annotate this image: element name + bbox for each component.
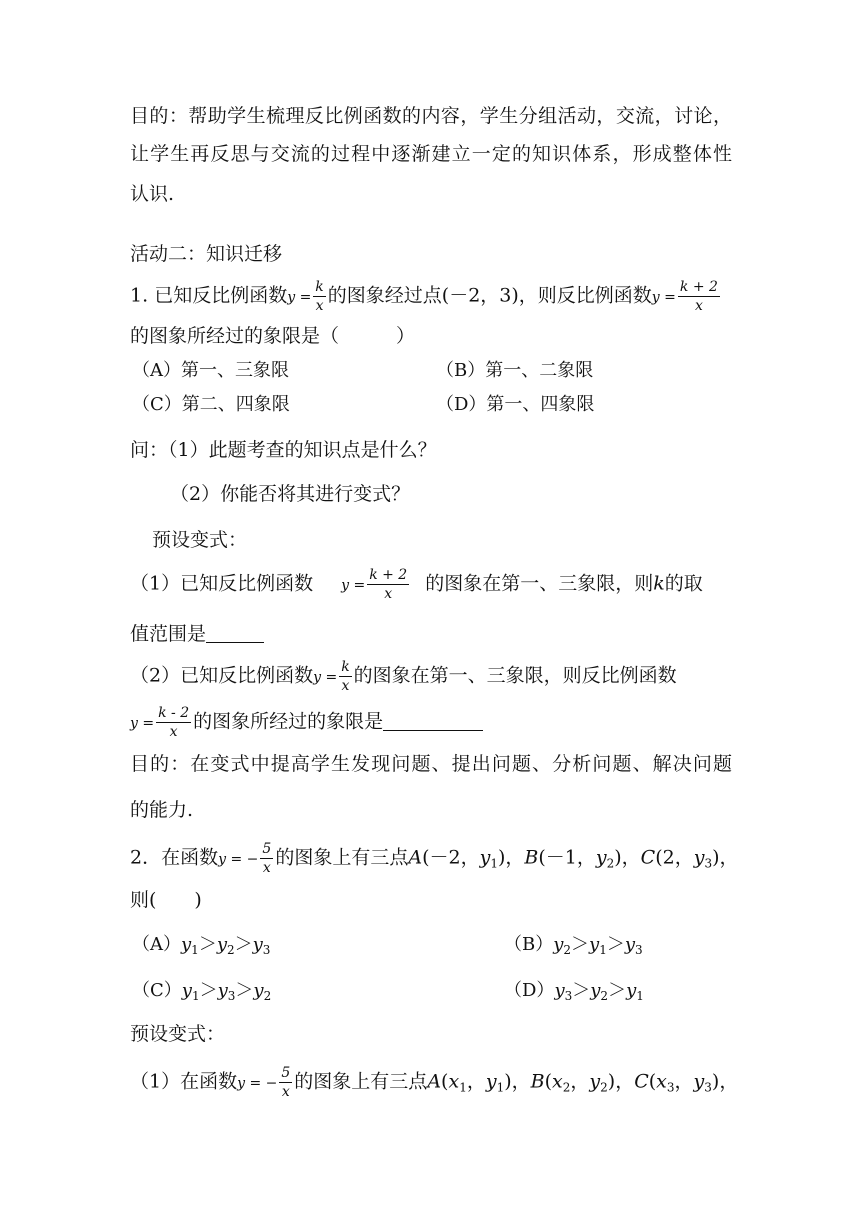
point-c: C [634, 1070, 649, 1093]
purpose-line-3: 认识. [130, 183, 175, 205]
question-1-text-a: 已知反比例函数 [154, 284, 288, 307]
question-2-number: 2． [130, 846, 162, 869]
variation-2-1: （1）在函数y = − $\frac{5}{x}$ 的图象上有三点$A(x_1$，$y_1$)，$B(x_2$，$y_2$)，$C(x_3$，$y_3$)， [130, 1065, 739, 1100]
question-2-stem: 2．在函数y = − $\frac{5}{x}$ 的图象上有三点A(－2，$y_1$)，B(－1，$y_2$)，C(2，$y_3$)， [130, 841, 739, 876]
question-2-option-c: $(C)y_1>y_3>y_2$ [132, 980, 272, 1003]
purpose-line-1: 目的：帮助学生梳理反比例函数的内容，学生分组活动，交流，讨论， [130, 105, 732, 127]
variation-2-line-2 [130, 704, 483, 741]
equation-lhs: y = [341, 577, 366, 594]
fraction-5-over-x: $\frac{5}{x}$ [262, 841, 272, 876]
preset-variation-label-2: 预设变式： [130, 1023, 226, 1045]
question-1-number: 1. [130, 284, 149, 307]
variable-k: k [653, 572, 665, 595]
variation-1-text-b: 的图象在第一、三象限，则 [425, 572, 654, 595]
question-2-then: 则( ) [130, 889, 202, 911]
question-2-text-a: 在函数 [161, 846, 219, 869]
equation-lhs: y = [287, 289, 312, 306]
answer-blank[interactable] [383, 712, 483, 731]
fraction-5-over-x: $\frac{5}{x}$ [281, 1065, 291, 1100]
purpose2-line-1: 目的：在变式中提高学生发现问题、提出问题、分析问题、解决问题 [130, 753, 732, 775]
variation-2 [130, 658, 677, 695]
point-c: C [640, 846, 656, 869]
variation-2-1-text-b: 的图象上有三点 [294, 1070, 428, 1093]
variation-1 [130, 566, 703, 603]
point-a: A [408, 846, 423, 869]
fraction-k-over-x: $\frac{k}{x}$ [315, 279, 324, 314]
variation-1-text-a: （1）已知反比例函数 [130, 572, 314, 595]
question-1-option-b: （B）第一、二象限 [436, 360, 594, 381]
answer-blank[interactable] [206, 624, 264, 643]
variation-1-text-c: 的取 [664, 572, 703, 595]
variation-1-text-d: 值范围是 [130, 623, 207, 645]
question-2-text-b: 的图象上有三点 [275, 846, 409, 869]
question-2-option-d: $(D)y_3>y_2>y_1$ [504, 980, 644, 1003]
question-1-stem [130, 278, 722, 315]
equation-lhs: y = [130, 715, 155, 732]
preset-variation-label: 预设变式： [152, 529, 248, 551]
variation-1-line-2 [130, 620, 264, 648]
question-1-option-a: （A）第一、三象限 [132, 360, 289, 381]
point-a: A [427, 1070, 442, 1093]
equation-lhs: y = [651, 289, 676, 306]
fraction-k-plus-2-over-x: $\frac{k + 2}{x}$ [679, 279, 718, 314]
fraction-k-over-x: $\frac{k}{x}$ [341, 659, 350, 694]
fraction-k-plus-2-over-x: $\frac{k + 2}{x}$ [369, 567, 408, 602]
equation-lhs: y = − [237, 1075, 278, 1092]
variation-2-text-a: （2）已知反比例函数 [130, 664, 314, 687]
discussion-question-2: （2）你能否将其进行变式？ [170, 483, 411, 505]
variation-2-1-text-a: （1）在函数 [130, 1070, 238, 1093]
point-b: B [524, 846, 539, 869]
equation-lhs: y = [313, 669, 338, 686]
discussion-question-1: 问：（1）此题考查的知识点是什么？ [130, 439, 437, 461]
question-1-text-b: 的图象经过点(－2，3)，则反比例函数 [327, 284, 652, 307]
question-1-option-c: （C）第二、四象限 [132, 394, 290, 415]
variation-2-text-c: 的图象所经过的象限是 [193, 710, 384, 733]
fraction-k-minus-2-over-x: $\frac{k - 2}{x}$ [158, 705, 190, 740]
question-1-line-2: 的图象所经过的象限是（ ） [130, 325, 416, 347]
point-b: B [530, 1070, 545, 1093]
question-2-option-b: $(B)y_2>y_1>y_3$ [504, 934, 643, 957]
activity-heading: 活动二：知识迁移 [130, 243, 283, 265]
equation-lhs: y = − [218, 851, 259, 868]
purpose-line-2: 让学生再反思与交流的过程中逐渐建立一定的知识体系，形成整体性 [130, 143, 732, 165]
purpose2-line-2: 的能力. [130, 799, 194, 821]
question-2-option-a: $(A)y_1>y_2>y_3$ [132, 934, 271, 957]
variation-2-text-b: 的图象在第一、三象限，则反比例函数 [353, 664, 677, 687]
question-1-option-d: （D）第一、四象限 [436, 394, 595, 415]
